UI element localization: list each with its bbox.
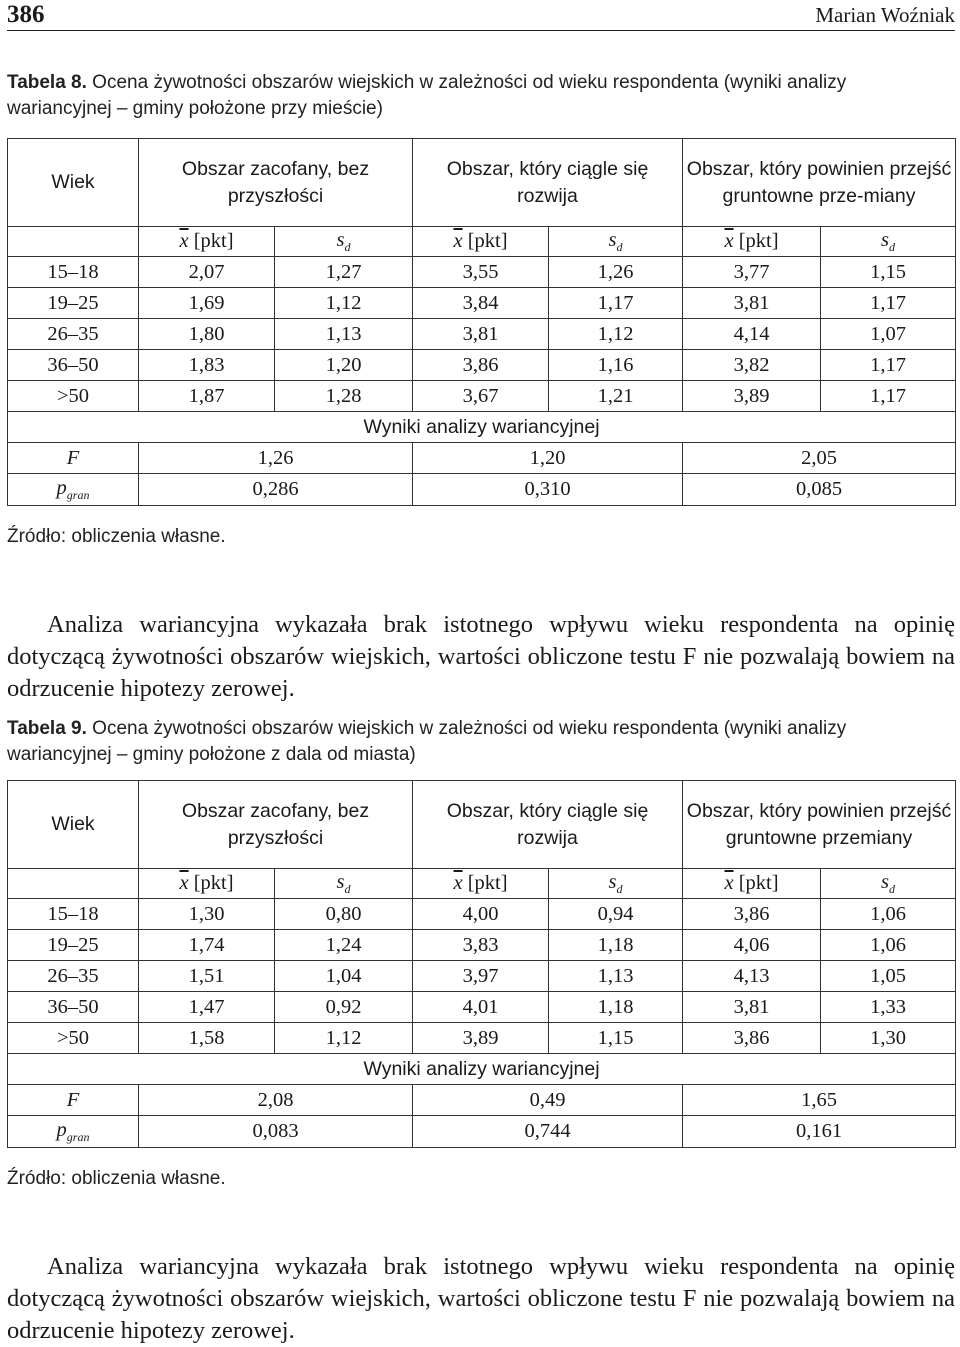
table-cell: 26–35 [8,319,139,350]
table-row [8,930,956,961]
table-cell: 19–25 [8,288,139,319]
table8-mean-header: $\overline{x}$ [pkt] [683,227,821,257]
running-header [7,0,955,31]
table-cell: 1,06 [821,930,956,961]
table9-source-note: Źródło: obliczenia własne. [7,1168,226,1189]
table8-subheader-blank [8,227,139,257]
table-cell: 2,07 [139,257,275,288]
table-cell: 4,13 [683,961,821,992]
page-number: 386 [7,1,45,28]
table-row [8,1023,956,1054]
table8 [7,138,956,506]
table-cell: 3,83 [413,930,549,961]
table8-mean-header: $\overline{x}$ [pkt] [139,227,275,257]
table9-header-group2: Obszar, który ciągle się rozwija [413,781,683,869]
table-cell: 1,65 [683,1085,956,1116]
table9-mean-header: $\overline{x}$ [pkt] [139,869,275,899]
table-cell: >50 [8,381,139,412]
table-row [8,381,956,412]
table8-p-row [8,474,956,506]
table8-sd-header: $s_d$ [821,227,956,257]
table8-f-row [8,443,956,474]
table-cell: 3,81 [413,319,549,350]
table9-f-row [8,1085,956,1116]
table-cell: 1,06 [821,899,956,930]
table-cell: 2,05 [683,443,956,474]
table9-sd-header: $s_d$ [275,869,413,899]
table9-mean-header: $\overline{x}$ [pkt] [413,869,549,899]
f-statistic-label: F [8,443,139,474]
table-cell: 1,12 [549,319,683,350]
table-cell: 1,87 [139,381,275,412]
table-cell: 3,89 [683,381,821,412]
table-cell: 0,92 [275,992,413,1023]
table-cell: 1,74 [139,930,275,961]
table-cell: 3,86 [413,350,549,381]
body-paragraph: Analiza wariancyjna wykazała brak istotnego wpływu wieku respondenta na opinię dotyczącą żywotności obszarów wiejskich, wartości obliczone testu F nie pozwalają bowiem na odrzucenie hipotezy zerowej. [7,610,955,702]
table-cell: 3,82 [683,350,821,381]
table-cell: 4,14 [683,319,821,350]
table-cell: 3,81 [683,288,821,319]
table-cell: 1,17 [821,350,956,381]
table-cell: 1,17 [821,381,956,412]
table-cell: 0,49 [413,1085,683,1116]
table-cell: 1,24 [275,930,413,961]
table9-label: Tabela 9. [7,718,87,739]
table-cell: 1,21 [549,381,683,412]
table-cell: 1,26 [549,257,683,288]
table-cell: 1,18 [549,930,683,961]
table-cell: 1,07 [821,319,956,350]
table8-header-wiek: Wiek [8,139,139,227]
table-cell: 1,20 [413,443,683,474]
table-cell: >50 [8,1023,139,1054]
table-cell: 0,161 [683,1116,956,1148]
table8-subheader-row [8,227,956,257]
table9-header-group3: Obszar, który powinien przejść gruntowne przemiany [683,781,956,869]
table8-caption-text: Ocena żywotności obszarów wiejskich w zależności od wieku respondenta (wyniki analizy wariancyjnej – gminy położone przy mieście) [7,72,847,119]
f-statistic-label: F [8,1085,139,1116]
table-cell: 3,86 [683,1023,821,1054]
table-cell: 1,05 [821,961,956,992]
table-cell: 1,30 [139,899,275,930]
table9-header-wiek: Wiek [8,781,139,869]
table-cell: 3,55 [413,257,549,288]
table-cell: 15–18 [8,257,139,288]
table-cell: 1,58 [139,1023,275,1054]
table-cell: 1,30 [821,1023,956,1054]
table-row [8,350,956,381]
table-cell: 1,27 [275,257,413,288]
table-cell: 1,13 [549,961,683,992]
table-row [8,961,956,992]
table-cell: 4,01 [413,992,549,1023]
table-cell: 1,33 [821,992,956,1023]
table-cell: 3,89 [413,1023,549,1054]
table-cell: 1,04 [275,961,413,992]
table-cell: 0,310 [413,474,683,506]
table-row [8,288,956,319]
table-cell: 1,12 [275,1023,413,1054]
table9-anova-title: Wyniki analizy wariancyjnej [8,1054,956,1085]
table-cell: 1,47 [139,992,275,1023]
table-cell: 36–50 [8,992,139,1023]
table-cell: 1,83 [139,350,275,381]
table8-header-group1: Obszar zacofany, bez przyszłości [139,139,413,227]
document-page [7,0,955,1344]
table-cell: 26–35 [8,961,139,992]
table-cell: 1,26 [139,443,413,474]
table9-mean-header: $\overline{x}$ [pkt] [683,869,821,899]
table-row [8,257,956,288]
table-cell: 1,18 [549,992,683,1023]
table-cell: 36–50 [8,350,139,381]
table-cell: 1,16 [549,350,683,381]
table-cell: 1,17 [549,288,683,319]
table-cell: 3,67 [413,381,549,412]
table8-header-group3: Obszar, który powinien przejść gruntowne prze-miany [683,139,956,227]
table8-anova-title: Wyniki analizy wariancyjnej [8,412,956,443]
table-cell: 3,97 [413,961,549,992]
table-cell: 0,94 [549,899,683,930]
p-value-label: $p_{gran}$ [8,1116,139,1148]
table8-sd-header: $s_d$ [275,227,413,257]
table9-subheader-row [8,869,956,899]
table9-caption-text: Ocena żywotności obszarów wiejskich w zależności od wieku respondenta (wyniki analizy wariancyjnej – gminy położone z dala od miasta) [7,718,847,765]
table-row [8,899,956,930]
table-cell: 1,20 [275,350,413,381]
table-cell: 1,80 [139,319,275,350]
table-cell: 19–25 [8,930,139,961]
table-cell: 4,06 [683,930,821,961]
table-cell: 1,12 [275,288,413,319]
table-cell: 3,77 [683,257,821,288]
table8-header-group2: Obszar, który ciągle się rozwija [413,139,683,227]
table9-sd-header: $s_d$ [821,869,956,899]
running-header-author: Marian Woźniak [815,3,955,27]
table-cell: 3,81 [683,992,821,1023]
table8-caption [7,70,955,122]
table-cell: 4,00 [413,899,549,930]
table9-caption [7,716,955,768]
table-cell: 2,08 [139,1085,413,1116]
table-cell: 1,13 [275,319,413,350]
table-row [8,992,956,1023]
table8-source-note: Źródło: obliczenia własne. [7,526,226,547]
table-cell: 15–18 [8,899,139,930]
table-cell: 3,86 [683,899,821,930]
table8-mean-header: $\overline{x}$ [pkt] [413,227,549,257]
table8-label: Tabela 8. [7,72,87,93]
table9-p-row [8,1116,956,1148]
p-value-label: $p_{gran}$ [8,474,139,506]
table-cell: 0,80 [275,899,413,930]
table-cell: 0,286 [139,474,413,506]
table-cell: 3,84 [413,288,549,319]
table-cell: 0,744 [413,1116,683,1148]
table-cell: 1,51 [139,961,275,992]
table-cell: 1,15 [821,257,956,288]
table-cell: 0,085 [683,474,956,506]
table-cell: 0,083 [139,1116,413,1148]
table-row [8,319,956,350]
table-cell: 1,28 [275,381,413,412]
table-cell: 1,15 [549,1023,683,1054]
table9-header-group1: Obszar zacofany, bez przyszłości [139,781,413,869]
table-cell: 1,69 [139,288,275,319]
table9-subheader-blank [8,869,139,899]
table9 [7,780,956,1148]
table-cell: 1,17 [821,288,956,319]
table9-sd-header: $s_d$ [549,869,683,899]
body-paragraph: Analiza wariancyjna wykazała brak istotnego wpływu wieku respondenta na opinię dotyczącą żywotności obszarów wiejskich, wartości obliczone testu F nie pozwalają bowiem na odrzucenie hipotezy zerowej. [7,1252,955,1344]
table8-sd-header: $s_d$ [549,227,683,257]
